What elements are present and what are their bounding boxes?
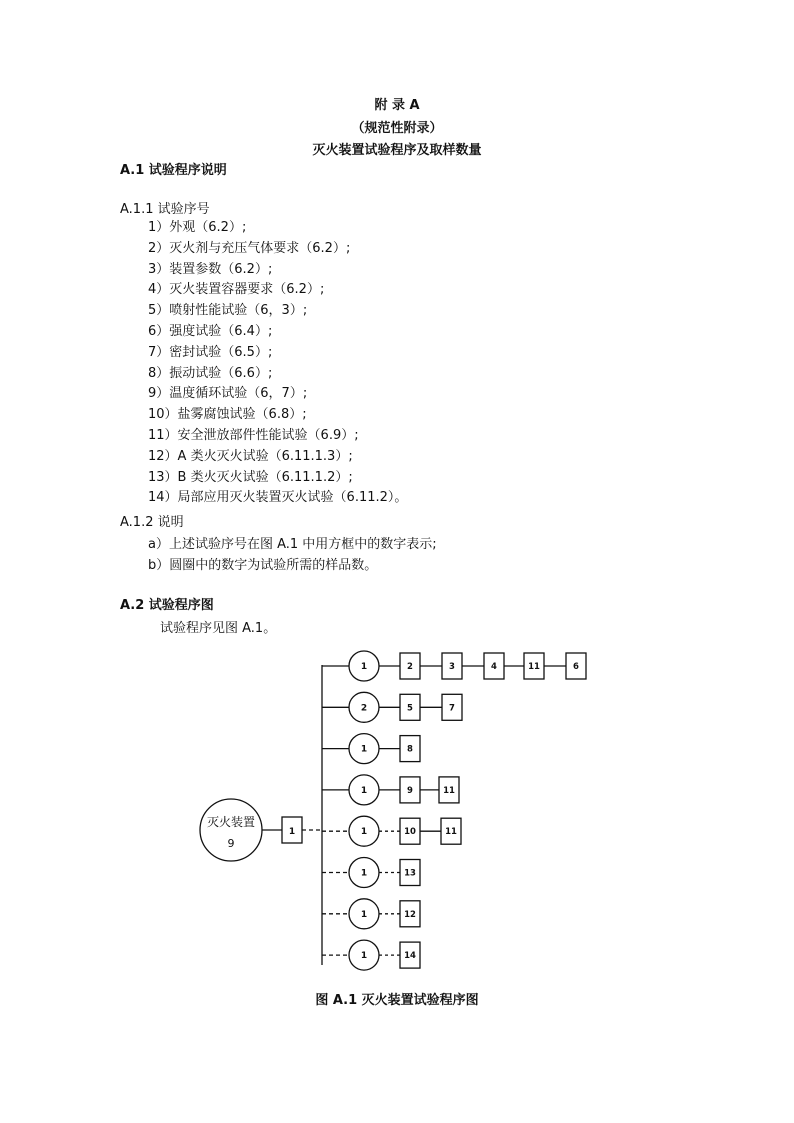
root-count: 9 [227, 837, 235, 850]
note-item: b）圆圈中的数字为试验所需的样品数。 [148, 558, 378, 573]
first-test-label: 1 [288, 827, 296, 837]
test-item: 3）装置参数（6.2）; [148, 261, 273, 277]
appendix-heading: 灭火装置试验程序及取样数量 [312, 143, 482, 158]
section-a2-heading: A.2 试验程序图 [120, 598, 214, 613]
test-number-label: 14 [404, 951, 416, 962]
test-item: 13）B 类火灭火试验（6.11.1.2）; [148, 469, 353, 485]
root-label: 灭火装置 [206, 815, 256, 829]
test-item: 14）局部应用灭火装置灭火试验（6.11.2）。 [148, 490, 408, 506]
sample-count-label: 1 [360, 868, 368, 879]
test-item: 6）强度试验（6.4）; [148, 323, 273, 339]
test-number-label: 12 [404, 909, 416, 920]
test-number-label: 7 [449, 703, 455, 714]
test-item: 9）温度循环试验（6，7）; [148, 386, 308, 402]
section-a2-text: 试验程序见图 A.1。 [160, 621, 277, 636]
test-number-label: 5 [407, 703, 413, 714]
test-number-label: 9 [407, 785, 413, 796]
test-item: 10）盐雾腐蚀试验（6.8）; [148, 407, 307, 423]
test-number-label: 11 [528, 662, 540, 672]
test-number-label: 2 [407, 662, 413, 672]
figure-caption: 图 A.1 灭火装置试验程序图 [315, 993, 479, 1008]
branch-group [322, 651, 586, 970]
test-item: 1）外观（6.2）; [148, 220, 247, 235]
test-number-label: 6 [573, 662, 579, 672]
section-a1-heading: A.1 试验程序说明 [120, 163, 227, 178]
test-procedure-diagram [0, 645, 794, 985]
test-number-label: 11 [445, 827, 457, 838]
note-item: a）上述试验序号在图 A.1 中用方框中的数字表示; [148, 537, 437, 552]
appendix-subtitle: （规范性附录） [351, 121, 443, 136]
section-a1-2-heading: A.1.2 说明 [120, 515, 184, 530]
sample-count-label: 1 [360, 909, 368, 920]
notes-list [148, 534, 437, 576]
test-item: 2）灭火剂与充压气体要求（6.2）; [148, 240, 351, 256]
test-number-label: 11 [443, 785, 455, 796]
test-number-label: 4 [491, 662, 497, 672]
test-number-label: 10 [404, 827, 416, 838]
test-item: 5）喷射性能试验（6，3）; [148, 303, 308, 319]
test-item: 7）密封试验（6.5）; [148, 344, 273, 360]
test-item: 4）灭火装置容器要求（6.2）; [148, 282, 325, 298]
test-item: 11）安全泄放部件性能试验（6.9）; [148, 427, 359, 443]
test-number-label: 13 [404, 868, 416, 879]
test-item: 8）振动试验（6.6）; [148, 365, 273, 381]
root-circle [200, 799, 262, 861]
test-number-label: 3 [449, 662, 455, 672]
sample-count-label: 1 [360, 827, 368, 838]
test-number-label: 8 [407, 744, 413, 755]
test-item: 12）A 类火灭火试验（6.11.1.3）; [148, 448, 353, 464]
sample-count-label: 2 [360, 703, 368, 714]
test-item-list [148, 218, 407, 509]
section-a1-1-heading: A.1.1 试验序号 [120, 202, 210, 217]
sample-count-label: 1 [360, 951, 368, 962]
sample-count-label: 1 [360, 744, 368, 755]
appendix-title: 附 录 A [374, 98, 420, 113]
sample-count-label: 1 [360, 662, 368, 672]
sample-count-label: 1 [360, 785, 368, 796]
